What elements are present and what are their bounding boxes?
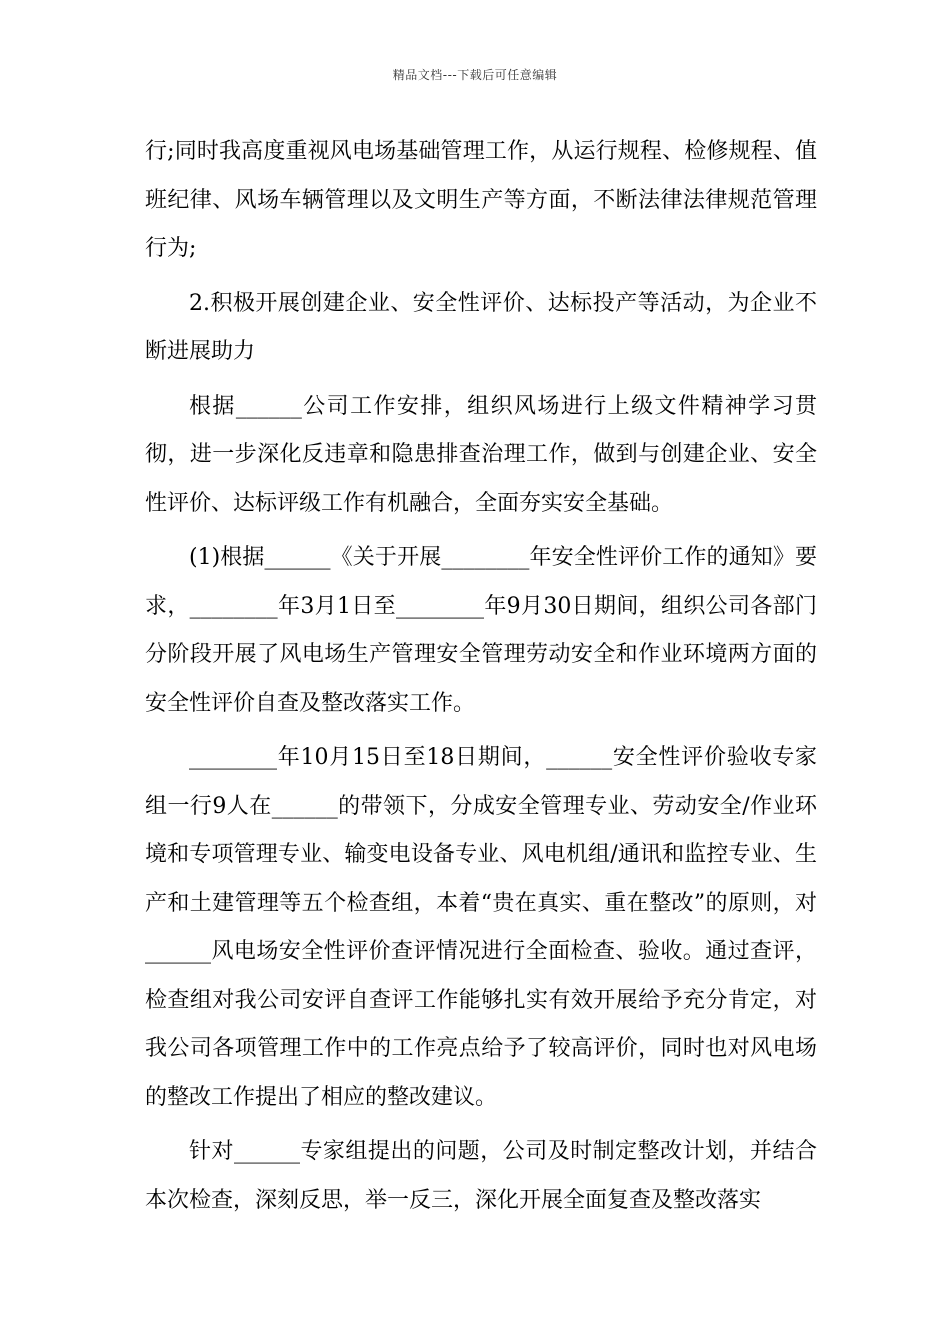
paragraph-1: 行;同时我高度重视风电场基础管理工作，从运行规程、检修规程、值班纪律、风场车辆管理以及文明生产等方面，不断法律法律规范管理行为; [145,139,817,261]
page-header: 精品文档---下载后可任意编辑 [392,68,558,82]
paragraph-4: (1)根据______《关于开展________年安全性评价工作的通知》要求，________年3月1日至________年9月30日期间，组织公司各部门分阶段开展了风电场生产管理安全管理劳动安全和作业环境两方面的安全性评价自查及整改落实工作。 [145,545,817,716]
paragraph-2: 2.积极开展创建企业、安全性评价、达标投产等活动，为企业不断进展助力 [145,290,817,364]
document-body [145,128,817,1231]
paragraph-6: 针对______专家组提出的问题，公司及时制定整改计划，并结合本次检查，深刻反思，举一反三，深化开展全面复查及整改落实 [145,1139,817,1213]
paragraph-5: ________年10月15日至18日期间，______安全性评价验收专家组一行9人在______的带领下，分成安全管理专业、劳动安全/作业环境和专项管理专业、输变电设备专业、风电机组/通讯和监控专业、生产和土建管理等五个检查组，本着“贵在真实、重在整改”的原则，对______风电场安全性评价查评情况进行全面检查、验收。通过查评，检查组对我公司安评自查评工作能够扎实有效开展给予充分肯定，对我公司各项管理工作中的工作亮点给予了较高评价，同时也对风电场的整改工作提出了相应的整改建议。 [145,745,817,1110]
paragraph-3: 根据______公司工作安排，组织风场进行上级文件精神学习贯彻，进一步深化反违章和隐患排查治理工作，做到与创建企业、安全性评价、达标评级工作有机融合，全面夯实安全基础。 [145,393,817,516]
